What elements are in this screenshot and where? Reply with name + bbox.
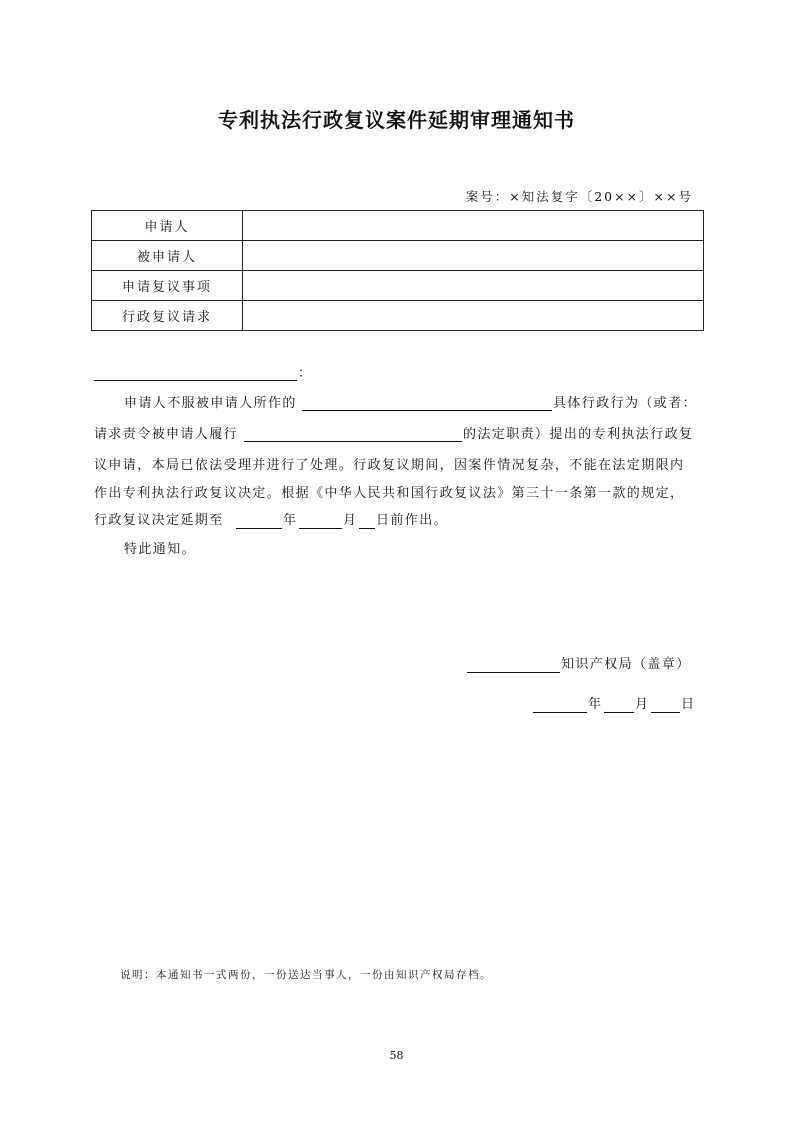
sign-day-label: 日 [681,697,696,712]
respondent-value [243,241,704,271]
addressee-colon: ： [298,366,313,381]
deadline-month-blank [299,528,342,529]
page-title: 专利执法行政复议案件延期审理通知书 [218,108,575,132]
deadline-day-blank [359,528,375,529]
body-line-2b: 的法定职责）提出的专利执法行政复 [463,427,694,442]
sign-year-blank [533,712,587,713]
body-line-5b: 日前作出。 [376,513,449,528]
deadline-year-blank [236,528,282,529]
decision-blank [302,410,552,411]
sign-month-label: 月 [635,697,650,712]
review-matter-label: 申请复议事项 [92,271,243,301]
closing-text: 特此通知。 [124,542,197,557]
case-info-table [91,210,704,331]
body-line-4: 作出专利执法行政复议决定。根据《中华人民共和国行政复议法》第三十一条第一款的规定， [94,486,685,501]
duty-blank [244,441,462,442]
respondent-label: 被申请人 [92,241,243,271]
body-line-5a: 行政复议决定延期至 [94,513,224,528]
table-row [92,241,704,271]
addressee-blank [94,380,297,381]
table-row [92,211,704,241]
sign-year-label: 年 [588,697,603,712]
office-blank [467,672,560,673]
footnote: 说明：本通知书一式两份，一份送达当事人，一份由知识产权局存档。 [120,969,492,981]
page-number: 58 [389,1049,404,1062]
sign-day-blank [651,712,680,713]
office-seal-label: 知识产权局（盖章） [561,657,691,672]
case-number: 案号：×知法复字〔20××〕××号 [465,189,693,204]
review-matter-value [243,271,704,301]
review-request-value [243,301,704,331]
body-line-1a: 申请人不服被申请人所作的 [124,396,297,411]
body-line-1b: 具体行政行为（或者： [553,396,698,411]
deadline-month-label: 月 [343,513,358,528]
deadline-year-label: 年 [283,513,298,528]
applicant-value [243,211,704,241]
table-row [92,271,704,301]
body-line-3: 议申请，本局已依法受理并进行了处理。行政复议期间，因案件情况复杂，不能在法定期限内 [94,458,685,473]
body-line-2a: 请求责令被申请人履行 [94,427,239,442]
sign-month-blank [604,712,634,713]
review-request-label: 行政复议请求 [92,301,243,331]
applicant-label: 申请人 [92,211,243,241]
table-row [92,301,704,331]
